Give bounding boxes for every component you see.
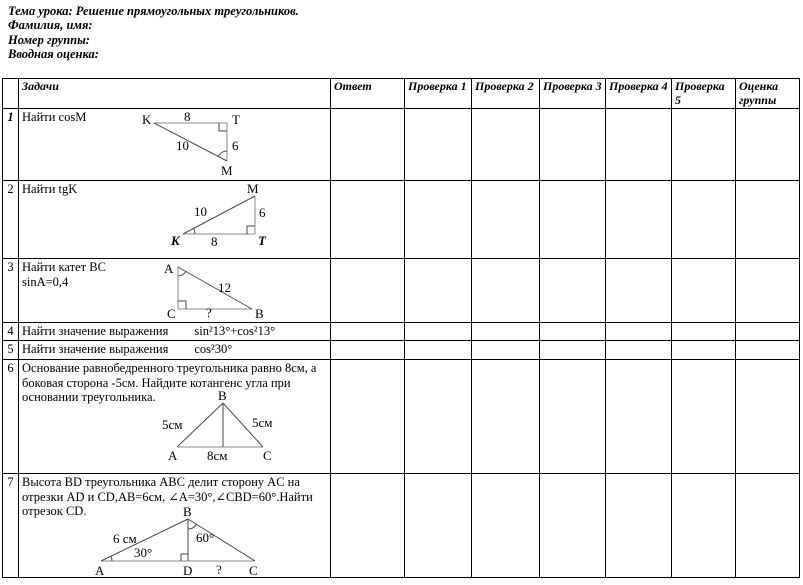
answer-cell	[331, 474, 405, 578]
expression-text: cos²30°	[194, 342, 233, 356]
header-answer: Ответ	[331, 79, 405, 109]
check-cell	[540, 109, 606, 181]
table-row	[3, 341, 800, 360]
check-cell	[472, 259, 540, 323]
check-cell	[472, 181, 540, 259]
side-km	[154, 123, 227, 161]
check-cell	[405, 323, 472, 341]
check-cell	[472, 323, 540, 341]
lesson-topic-line: Тема урока: Решение прямоугольных треугольников.	[8, 4, 299, 18]
check-cell	[672, 109, 736, 181]
angle-arc	[194, 228, 195, 234]
table-row	[3, 109, 800, 181]
triangle-diagram-ktm	[140, 111, 290, 179]
check-cell	[672, 181, 736, 259]
check-cell	[606, 341, 672, 360]
table-row	[3, 474, 800, 578]
right-angle-marker	[181, 554, 188, 561]
triangle-diagram-mkt	[168, 183, 328, 249]
expression-text: sin²13°+cos²13°	[194, 324, 276, 338]
vertex-label: M	[221, 163, 233, 178]
answer-cell	[331, 341, 405, 360]
task-cell-5	[19, 341, 331, 360]
side-label: 10	[176, 138, 189, 153]
angle-label: 60°	[196, 530, 215, 545]
right-angle-marker	[247, 226, 255, 234]
vertex-label: T	[232, 112, 240, 127]
task-cell-1	[19, 109, 331, 181]
check-cell	[606, 474, 672, 578]
vertex-label: B	[218, 389, 227, 403]
check-cell	[540, 360, 606, 474]
right-angle-marker	[178, 301, 186, 309]
header-tasks: Задачи	[19, 79, 331, 109]
task-cell-6	[19, 360, 331, 474]
student-name-line: Фамилия, имя:	[8, 18, 93, 33]
side-label: 6	[232, 138, 239, 153]
group-score-cell	[736, 181, 800, 259]
angle-arc	[111, 556, 112, 561]
header-group-score: Оценка группы	[736, 79, 800, 109]
side-label: 6	[259, 205, 266, 220]
vertex-label: A	[95, 563, 105, 577]
check-cell	[405, 341, 472, 360]
vertex-label: B	[255, 306, 264, 320]
isosceles-triangle-diagram	[160, 389, 290, 469]
table-row	[3, 181, 800, 259]
task-text-line2: sinA=0,4	[22, 274, 69, 289]
group-number-line: Номер группы:	[8, 32, 90, 47]
side-label: 12	[218, 280, 231, 295]
side-ab	[178, 267, 252, 309]
task-text: Найти tgK	[22, 182, 78, 196]
check-cell	[540, 259, 606, 323]
side-label: 5см	[252, 415, 273, 430]
task-cell-2	[19, 181, 331, 259]
check-cell	[405, 360, 472, 474]
check-cell	[405, 181, 472, 259]
check-cell	[540, 181, 606, 259]
initial-grade-line: Вводная оценка:	[8, 47, 99, 62]
row-number: 4	[3, 323, 19, 341]
check-cell	[405, 259, 472, 323]
task-text: Найти cosM	[22, 110, 87, 124]
group-score-cell	[736, 109, 800, 181]
check-cell	[540, 341, 606, 360]
angle-arc	[218, 151, 227, 157]
header-check-3: Проверка 3	[540, 79, 606, 109]
task-cell-3	[19, 259, 331, 323]
check-cell	[672, 474, 736, 578]
row-number: 2	[3, 181, 19, 259]
side-label: 8	[211, 234, 218, 249]
check-cell	[540, 323, 606, 341]
right-angle-marker	[219, 123, 227, 131]
segment-label: ?	[216, 562, 222, 577]
check-cell	[405, 474, 472, 578]
angle-arc	[178, 271, 186, 276]
task-cell-4	[19, 323, 331, 341]
task-text: Высота BD треугольника ABC делит сторону AC на отрезки AD и CD,AB=6см, ∠A=30°,∠CBD=60°.Найти отрезок CD.	[22, 475, 313, 518]
table-header-row	[3, 79, 800, 109]
task-text: Найти значение выражения	[22, 324, 169, 338]
vertex-label: A	[168, 448, 178, 463]
task-text: Основание равнобедренного треугольника равно 8см, а боковая сторона -5см. Найдите котангенс угла при основании треугольника.	[22, 361, 317, 404]
check-cell	[672, 360, 736, 474]
table-row	[3, 259, 800, 323]
vertex-label: B	[183, 505, 192, 519]
row-number: 1	[3, 109, 19, 181]
group-score-cell	[736, 259, 800, 323]
task-cell-7	[19, 474, 331, 578]
check-cell	[405, 109, 472, 181]
header-check-2: Проверка 2	[472, 79, 540, 109]
header-check-4: Проверка 4	[606, 79, 672, 109]
task-text: Найти катет ВС	[22, 260, 106, 274]
check-cell	[472, 360, 540, 474]
answer-cell	[331, 360, 405, 474]
side-label: 10	[194, 204, 207, 219]
vertex-label: K	[171, 233, 180, 248]
side-ab	[177, 403, 223, 447]
group-score-cell	[736, 323, 800, 341]
check-cell	[472, 474, 540, 578]
vertex-label: C	[167, 306, 176, 320]
vertex-label: K	[142, 112, 152, 127]
table-row	[3, 360, 800, 474]
check-cell	[672, 341, 736, 360]
check-cell	[540, 474, 606, 578]
group-score-cell	[736, 341, 800, 360]
row-number: 7	[3, 474, 19, 578]
header-check-1: Проверка 1	[405, 79, 472, 109]
triangle-with-altitude-diagram	[85, 505, 270, 577]
check-cell	[672, 259, 736, 323]
check-cell	[606, 360, 672, 474]
check-cell	[472, 109, 540, 181]
answer-cell	[331, 323, 405, 341]
angle-label: 30°	[134, 545, 153, 560]
document-header	[8, 4, 299, 62]
row-number: 5	[3, 341, 19, 360]
side-label: 8	[184, 111, 191, 124]
vertex-label: C	[249, 563, 258, 577]
tasks-table	[2, 78, 800, 578]
vertex-label: D	[183, 563, 193, 577]
check-cell	[606, 323, 672, 341]
check-cell	[472, 341, 540, 360]
check-cell	[672, 323, 736, 341]
group-score-cell	[736, 360, 800, 474]
check-cell	[606, 109, 672, 181]
side-label: 6 см	[113, 531, 137, 546]
check-cell	[606, 259, 672, 323]
answer-cell	[331, 109, 405, 181]
side-label: ?	[206, 305, 212, 320]
vertex-label: C	[263, 448, 272, 463]
row-number: 6	[3, 360, 19, 474]
vertex-label: T	[258, 233, 266, 248]
answer-cell	[331, 181, 405, 259]
table-row	[3, 323, 800, 341]
header-number	[3, 79, 19, 109]
vertex-label: A	[164, 262, 174, 276]
task-text: Найти значение выражения	[22, 342, 169, 356]
side-label: 5см	[162, 417, 183, 432]
base-label: 8см	[207, 448, 228, 463]
header-check-5: Проверка 5	[672, 79, 736, 109]
vertex-label: M	[247, 183, 259, 196]
check-cell	[606, 181, 672, 259]
answer-cell	[331, 259, 405, 323]
row-number: 3	[3, 259, 19, 323]
group-score-cell	[736, 474, 800, 578]
angle-arc	[188, 524, 197, 529]
triangle-diagram-acb	[160, 262, 320, 320]
